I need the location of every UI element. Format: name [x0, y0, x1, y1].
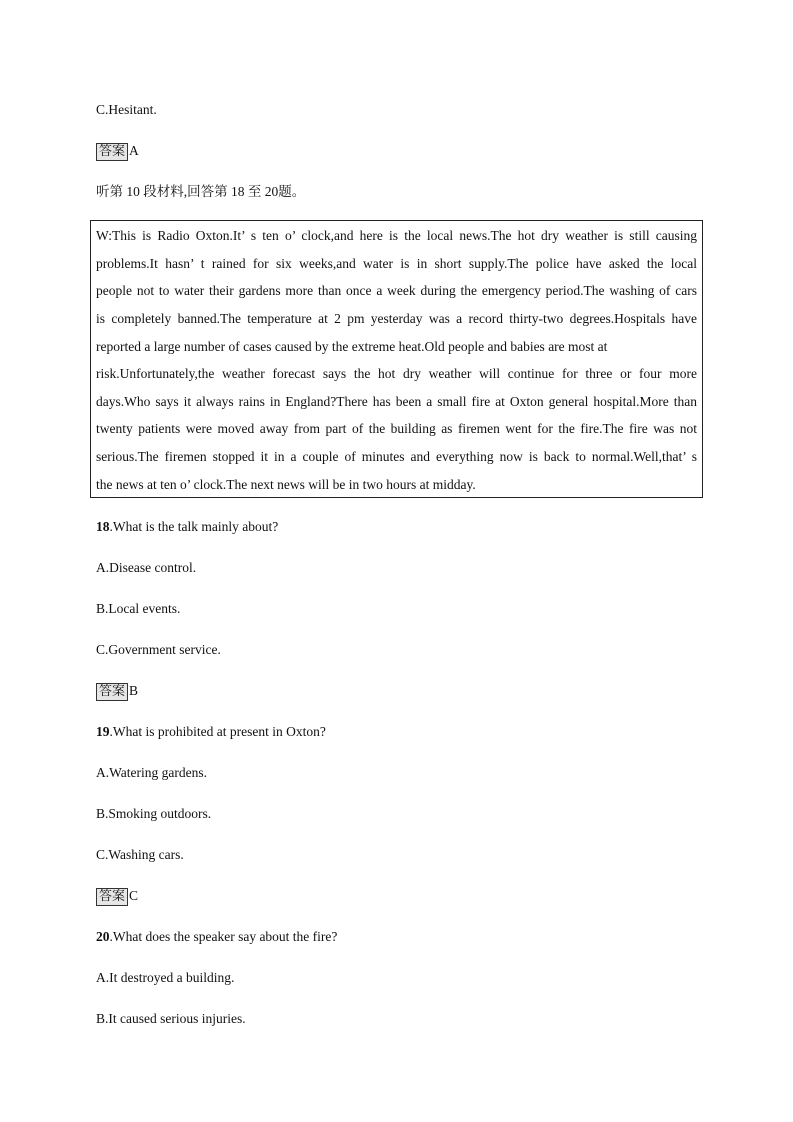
transcript-line: days.Who says it always rains in England?There has been a small fire at Oxton general hospital.More than: [96, 394, 697, 409]
transcript-line: the news at ten o’ clock.The next news will be in two hours at midday.: [96, 477, 476, 492]
transcript-line: is completely banned.The temperature at 2 pm yesterday was a record thirty-two degrees.Hospitals have: [96, 311, 697, 326]
question-18-option-a: A.Disease control.: [96, 560, 197, 575]
question-number: 19: [96, 724, 110, 739]
answer-value: A: [129, 143, 139, 158]
answer-value: B: [129, 683, 139, 698]
question-text: .What is the talk mainly about?: [109, 519, 279, 534]
answer-line-18: [96, 682, 138, 701]
transcript-line: problems.It hasn’ t rained for six weeks,and water is in short supply.The police have asked the local: [96, 256, 697, 271]
question-18-option-b: B.Local events.: [96, 601, 181, 616]
answer-badge: 答案: [96, 683, 128, 701]
question-18-option-c: C.Government service.: [96, 642, 221, 657]
transcript-line: W:This is Radio Oxton.It’ s ten o’ clock,and here is the local news.The hot dry weather is still causing: [96, 228, 697, 243]
answer-badge: 答案: [96, 143, 128, 161]
question-19: [96, 723, 326, 741]
section-heading: 听第 10 段材料,回答第 18 至 20题。: [96, 184, 306, 199]
transcript-line: risk.Unfortunately,the weather forecast says the hot dry weather will continue for three or four more: [96, 366, 697, 381]
question-number: 18: [96, 519, 110, 534]
answer-line-19: [96, 887, 138, 906]
question-20-option-a: A.It destroyed a building.: [96, 970, 235, 985]
question-text: .What does the speaker say about the fire?: [109, 929, 338, 944]
answer-value: C: [129, 888, 139, 903]
question-20-option-b: B.It caused serious injuries.: [96, 1011, 246, 1026]
transcript-line: twenty patients were moved away from part of the building as firemen went for the fire.The fire was not: [96, 421, 697, 436]
question-18: [96, 518, 278, 536]
question-20: [96, 928, 337, 946]
transcript-line: reported a large number of cases caused by the extreme heat.Old people and babies are most at: [96, 339, 608, 354]
question-19-option-a: A.Watering gardens.: [96, 765, 207, 780]
question-19-option-c: C.Washing cars.: [96, 847, 184, 862]
question-text: .What is prohibited at present in Oxton?: [109, 724, 326, 739]
transcript-line: serious.The firemen stopped it in a couple of minutes and everything now is back to normal.Well,that’ s: [96, 449, 697, 464]
transcript-box: [90, 220, 703, 498]
option-c-hesitant: C.Hesitant.: [96, 102, 157, 117]
answer-badge: 答案: [96, 888, 128, 906]
answer-line-17: [96, 142, 139, 161]
question-19-option-b: B.Smoking outdoors.: [96, 806, 212, 821]
transcript-line: people not to water their gardens more than once a week during the emergency period.The washing of cars: [96, 283, 697, 298]
question-number: 20: [96, 929, 110, 944]
